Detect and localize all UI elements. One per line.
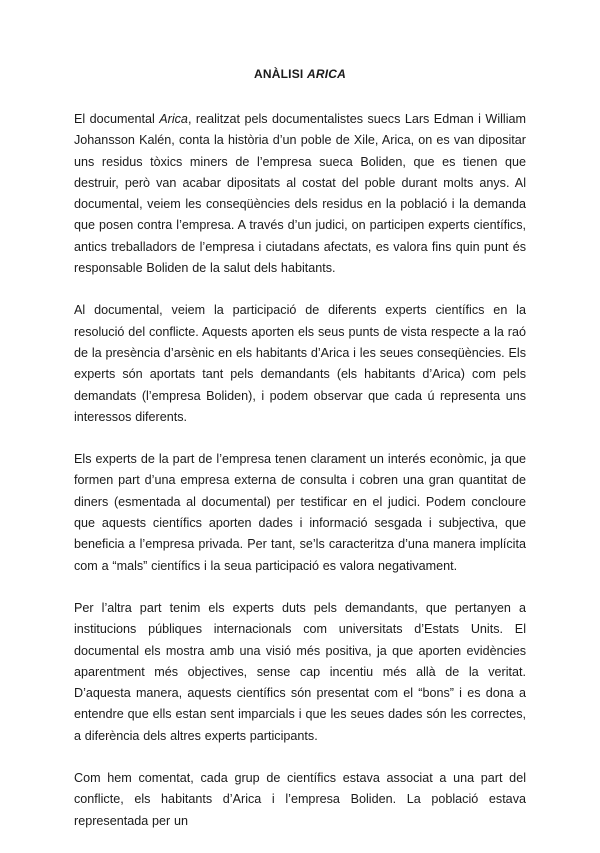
paragraph-3: Els experts de la part de l’empresa tenen clarament un interés econòmic, ja que formen part d’una empresa externa de consulta i cobren una gran quantitat de diners (esmentada al documental) per testificar en el judici. Podem concloure que aquests científics aporten dades i informació sesgada i subjectiva, que beneficia a l’empresa privada. Per tant, se’ls caracteritza d’una manera implícita com a “mals” científics i la seua participació es valora negativament. xyxy=(74,452,526,573)
paragraph-1-after: , realitzat pels documentalistes suecs Lars Edman i William Johansson Kalén, conta la història d’un poble de Xile, Arica, on es van dipositar uns residus tòxics miners de l’empresa sueca Boliden, que es tienen que destruir, però van acabar dipositats al costat del poble durant molts anys. Al documental, veiem les conseqüències dels residus en la població i la demanda que posen contra l’empresa. A través d’un judici, on participen experts científics, antics treballadors de l’empresa i ciutadans afectats, es valora fins quin punt és responsable Boliden de la salut dels habitants. xyxy=(74,112,527,276)
paragraph-1 xyxy=(74,109,526,279)
document-page xyxy=(74,64,526,853)
paragraph-4: Per l’altra part tenim els experts duts pels demandants, que pertanyen a institucions públiques internacionals com universitats d’Estats Units. El documental els mostra amb una visió més positiva, ja que aporten evidències aparentment més objectives, sense cap incentiu més allà de la veritat. D’aquesta manera, aquests científics són presentat com el “bons” i es dona a entendre que ells estan sent imparcials i que les seues dades són les correctes, a diferència dels altres experts participants. xyxy=(74,600,526,743)
title-italic: ARICA xyxy=(306,67,346,81)
paragraph-1-italic: Arica xyxy=(159,112,188,126)
paragraph-5: Com hem comentat, cada grup de científics estava associat a una part del conflicte, els habitants d’Arica i l’empresa Boliden. La població estava representada per un xyxy=(74,771,526,828)
title-prefix: ANÀLISI xyxy=(254,67,307,81)
paragraph-2: Al documental, veiem la participació de diferents experts científics en la resolució del conflicte. Aquests aporten els seus punts de vista respecte a la raó de la presència d’arsènic en els habitants d’Arica i les seues conseqüències. Els experts són aportats tant pels demandants (els habitants d’Arica) com pels demandats (l’empresa Boliden), i podem observar que cada ú representa uns interessos diferents. xyxy=(74,303,526,424)
document-title xyxy=(74,64,526,84)
paragraph-1-before: El documental xyxy=(74,112,160,126)
